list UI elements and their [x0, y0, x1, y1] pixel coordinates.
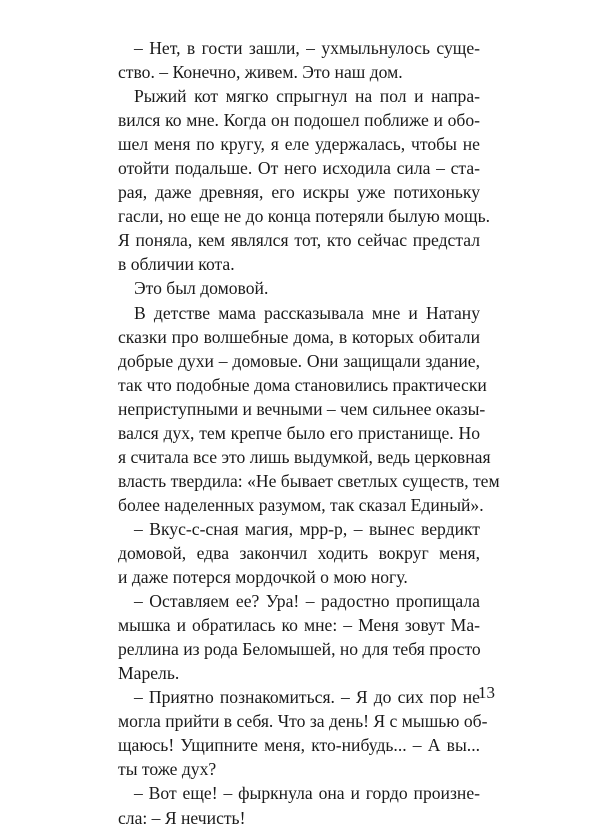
text-line: я считала все это лишь выдумкой, ведь церковная [118, 446, 491, 467]
text-line: в обличии кота. [118, 254, 235, 275]
text-line: сказки про волшебные дома, в которых обитали [118, 326, 480, 347]
text-line: – Вкус-с-сная магия, мрр-р, – вынес вердикт [134, 518, 480, 539]
text-line: добрые духи – домовые. Они защищали здание, [118, 350, 480, 371]
text-line: власть твердила: «Не бывает светлых существ, тем [118, 470, 500, 491]
text-line: ты тоже дух? [118, 759, 217, 780]
text-line: отойти подальше. От него исходила сила – ста- [118, 158, 480, 179]
text-line: более наделенных разумом, так сказал Единый». [118, 494, 484, 515]
text-line: Это был домовой. [134, 278, 269, 299]
text-line: Я поняла, кем являлся тот, кто сейчас предстал [118, 230, 480, 251]
text-line: – Вот еще! – фыркнула она и гордо произне- [134, 783, 480, 804]
text-line: могла прийти в себя. Что за день! Я с мышью об- [118, 711, 488, 732]
text-line: Рыжий кот мягко спрыгнул на пол и напра- [134, 86, 480, 107]
text-line: – Приятно познакомиться. – Я до сих пор не [134, 687, 480, 708]
text-line: сла: – Я нечисть! [118, 807, 246, 828]
text-line: и даже потерся мордочкой о мою ногу. [118, 567, 408, 588]
text-line: мышка и обратилась ко мне: – Меня зовут Ма- [118, 615, 480, 636]
text-line: домовой, едва закончил ходить вокруг меня, [118, 542, 480, 563]
text-line: – Нет, в гости зашли, – ухмыльнулось суще- [134, 38, 480, 58]
text-line: вался дух, тем крепче было его пристанище. Но [118, 422, 480, 443]
text-line: гасли, но еще не до конца потеряли былую мощь. [118, 206, 491, 227]
text-line: шел меня по кругу, я еле удержалась, чтобы не [118, 134, 480, 155]
text-line: неприступными и вечными – чем сильнее оказы- [118, 398, 486, 419]
text-line: рая, даже древняя, его искры уже потихоньку [118, 182, 480, 203]
text-line: – Оставляем ее? Ура! – радостно пропищала [134, 591, 480, 612]
text-line: Марель. [118, 663, 180, 684]
text-line: ство. – Конечно, живем. Это наш дом. [118, 62, 403, 83]
text-line: вился ко мне. Когда он подошел поближе и обо- [118, 110, 480, 131]
text-line: В детстве мама рассказывала мне и Натану [134, 302, 480, 323]
text-line: так что подобные дома становились практически [118, 374, 487, 395]
text-line: реллина из рода Беломышей, но для тебя просто [118, 639, 481, 660]
page-number: 13 [478, 683, 495, 702]
text-line: щаюсь! Ущипните меня, кто-нибудь... – А вы... [118, 735, 480, 756]
